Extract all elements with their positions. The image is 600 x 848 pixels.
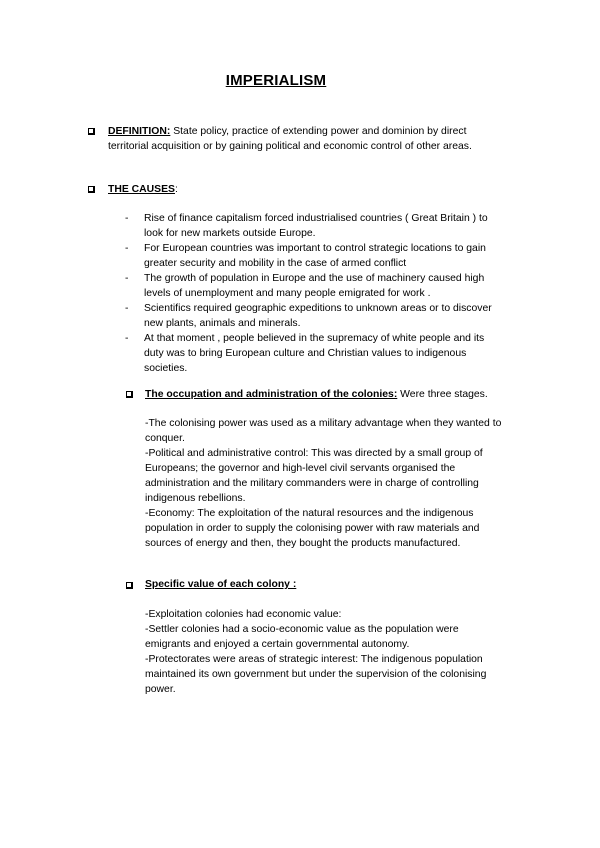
- body-line: -Political and administrative control: This was directed by a small group of: [145, 448, 483, 459]
- occupation-suffix: Were three stages.: [397, 389, 488, 400]
- dash-bullet-icon: -: [125, 333, 129, 344]
- body-line: administration and the military commanders were in charge of controlling: [145, 478, 479, 489]
- body-line: -Protectorates were areas of strategic interest: The indigenous population: [145, 654, 483, 665]
- cause-item: [125, 331, 545, 376]
- occupation-label: The occupation and administration of the colonies:: [145, 389, 398, 400]
- body-line: indigenous rebellions.: [145, 493, 246, 504]
- checkbox-bullet-icon: [88, 128, 95, 135]
- body-line: -The colonising power was used as a military advantage when they wanted to: [145, 418, 502, 429]
- dash-bullet-icon: -: [125, 303, 129, 314]
- causes-label: THE CAUSES: [108, 184, 175, 195]
- body-line: -Exploitation colonies had economic value:: [145, 609, 342, 620]
- page-title: IMPERIALISM: [225, 72, 327, 89]
- body-line: conquer.: [145, 433, 185, 444]
- cause-line: Scientifics required geographic expeditions to unknown areas or to discover: [144, 303, 492, 314]
- checkbox-bullet-icon: [126, 582, 133, 589]
- cause-line: At that moment , people believed in the supremacy of white people and its: [144, 333, 485, 344]
- cause-line: look for new markets outside Europe.: [144, 228, 316, 239]
- definition-section: [108, 124, 548, 154]
- body-line: Europeans; the governor and high-level civil servants organised the: [145, 463, 456, 474]
- dash-bullet-icon: -: [125, 243, 129, 254]
- cause-line: The growth of population in Europe and the use of machinery caused high: [144, 273, 485, 284]
- body-line: maintained its own government but under the supervision of the colonising: [145, 669, 487, 680]
- causes-colon: :: [174, 184, 178, 195]
- body-line: power.: [145, 684, 176, 695]
- body-line: population in order to supply the colonising power with raw materials and: [145, 523, 480, 534]
- occupation-heading: [145, 387, 488, 402]
- definition-label: DEFINITION:: [108, 126, 171, 137]
- value-heading: [145, 577, 296, 592]
- definition-text-2: territorial acquisition or by gaining political and economic control of other areas.: [108, 141, 472, 152]
- value-label: Specific value of each colony :: [145, 579, 297, 590]
- dash-bullet-icon: -: [125, 273, 129, 284]
- cause-line: greater security and mobility in the case of armed conflict: [144, 258, 407, 269]
- body-line: sources of energy and then, they bought the products manufactured.: [145, 538, 461, 549]
- cause-item: [125, 301, 545, 331]
- body-line: emigrants and enjoyed a certain governmental autonomy.: [145, 639, 410, 650]
- occupation-body: [145, 416, 565, 551]
- cause-line: societies.: [144, 363, 188, 374]
- cause-line: For European countries was important to control strategic locations to gain: [144, 243, 486, 254]
- causes-heading: [108, 182, 178, 197]
- cause-item: [125, 271, 545, 301]
- cause-item: [125, 211, 545, 241]
- value-body: [145, 607, 565, 697]
- dash-bullet-icon: -: [125, 213, 129, 224]
- cause-line: Rise of finance capitalism forced industrialised countries ( Great Britain ) to: [144, 213, 488, 224]
- cause-line: new plants, animals and minerals.: [144, 318, 301, 329]
- checkbox-bullet-icon: [126, 391, 133, 398]
- checkbox-bullet-icon: [88, 186, 95, 193]
- definition-text: State policy, practice of extending power and dominion by direct: [170, 126, 467, 137]
- body-line: -Settler colonies had a socio-economic value as the population were: [145, 624, 459, 635]
- causes-list: [125, 211, 545, 376]
- cause-line: levels of unemployment and many people emigrated for work .: [144, 288, 431, 299]
- cause-line: duty was to bring European culture and Christian values to indigenous: [144, 348, 467, 359]
- body-line: -Economy: The exploitation of the natural resources and the indigenous: [145, 508, 474, 519]
- cause-item: [125, 241, 545, 271]
